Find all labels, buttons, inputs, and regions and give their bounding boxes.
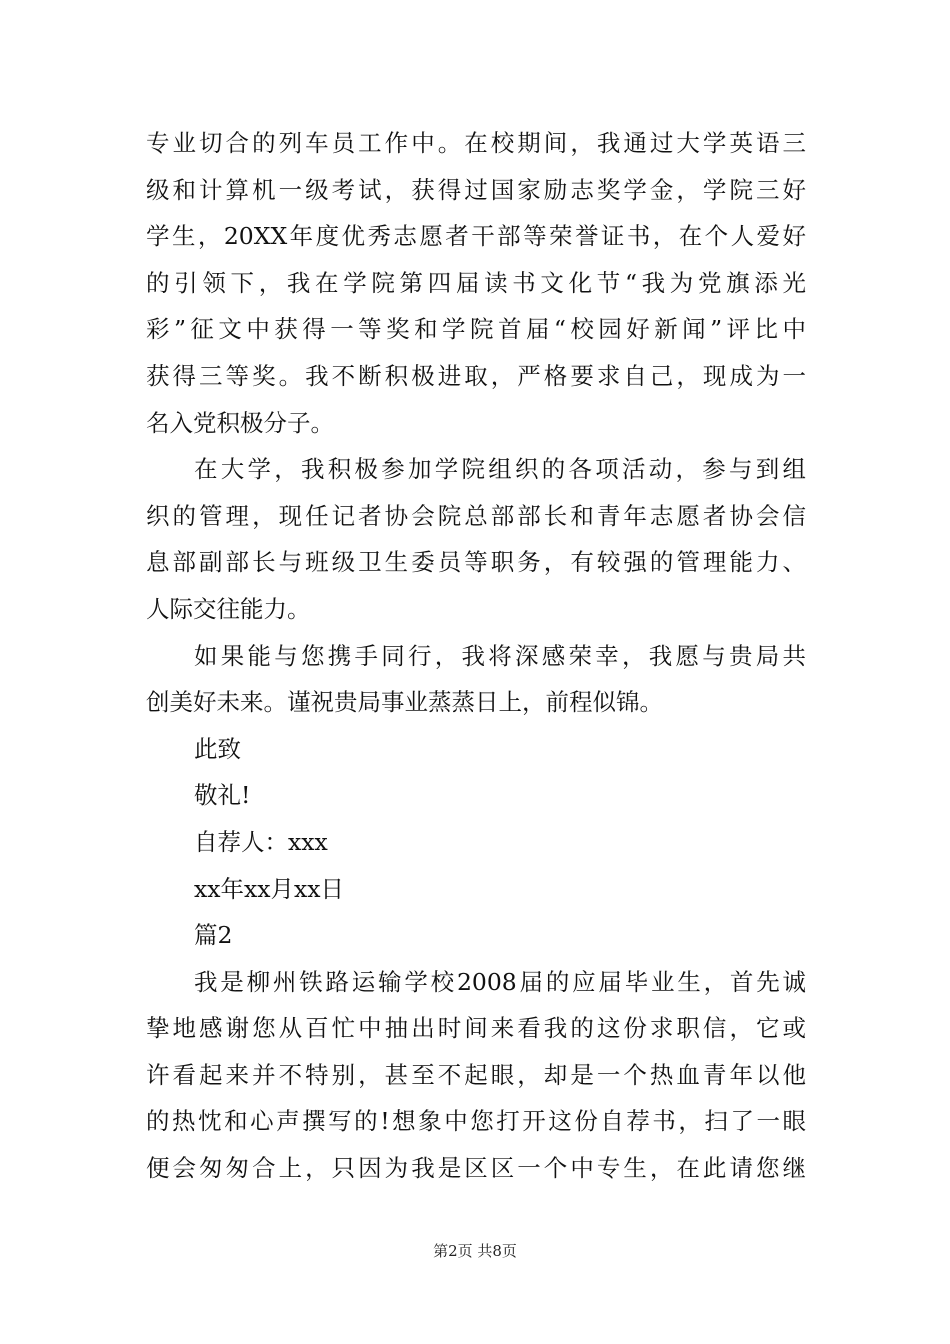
- date-line: xx年xx月xx日: [194, 874, 345, 903]
- salutation: 此致: [194, 734, 241, 763]
- paragraph-start-line: 在大学，我积极参加学院组织的各项活动，参与到组: [194, 455, 806, 484]
- text-line: 许看起来并不特别，甚至不起眼，却是一个热血青年以他: [146, 1060, 806, 1089]
- closing: 敬礼!: [194, 781, 251, 810]
- text-line: 名入党积极分子。: [146, 408, 334, 437]
- text-line: 创美好未来。谨祝贵局事业蒸蒸日上，前程似锦。: [146, 688, 663, 717]
- paragraph-start-line: 我是柳州铁路运输学校2008届的应届毕业生，首先诚: [194, 967, 806, 996]
- text-line: 人际交往能力。: [146, 594, 311, 623]
- text-line: 学生，20XX年度优秀志愿者干部等荣誉证书，在个人爱好: [146, 222, 806, 251]
- text-line: 便会匆匆合上，只因为我是区区一个中专生，在此请您继: [146, 1154, 806, 1183]
- text-line: 挚地感谢您从百忙中抽出时间来看我的这份求职信，它或: [146, 1014, 806, 1043]
- paragraph-start-line: 如果能与您携手同行，我将深感荣幸，我愿与贵局共: [194, 641, 806, 670]
- text-line: 的热忱和心声撰写的!想象中您打开这份自荐书，扫了一眼: [146, 1107, 806, 1136]
- document-body: [146, 120, 806, 1192]
- text-line: 专业切合的列车员工作中。在校期间，我通过大学英语三: [146, 129, 806, 157]
- text-line: 获得三等奖。我不断积极进取，严格要求自己，现成为一: [146, 361, 806, 390]
- section-heading: 篇2: [194, 921, 233, 950]
- text-line: 息部副部长与班级卫生委员等职务，有较强的管理能力、: [146, 548, 806, 577]
- text-line: 彩”征文中获得一等奖和学院首届“校园好新闻”评比中: [146, 315, 806, 344]
- text-line: 的引领下，我在学院第四届读书文化节“我为党旗添光: [146, 268, 806, 297]
- page-footer: 第2页 共8页: [433, 1242, 517, 1260]
- signature-line: 自荐人：xxx: [194, 827, 328, 856]
- text-line: 织的管理，现任记者协会院总部部长和青年志愿者协会信: [146, 501, 806, 530]
- text-line: 级和计算机一级考试，获得过国家励志奖学金，学院三好: [146, 175, 806, 204]
